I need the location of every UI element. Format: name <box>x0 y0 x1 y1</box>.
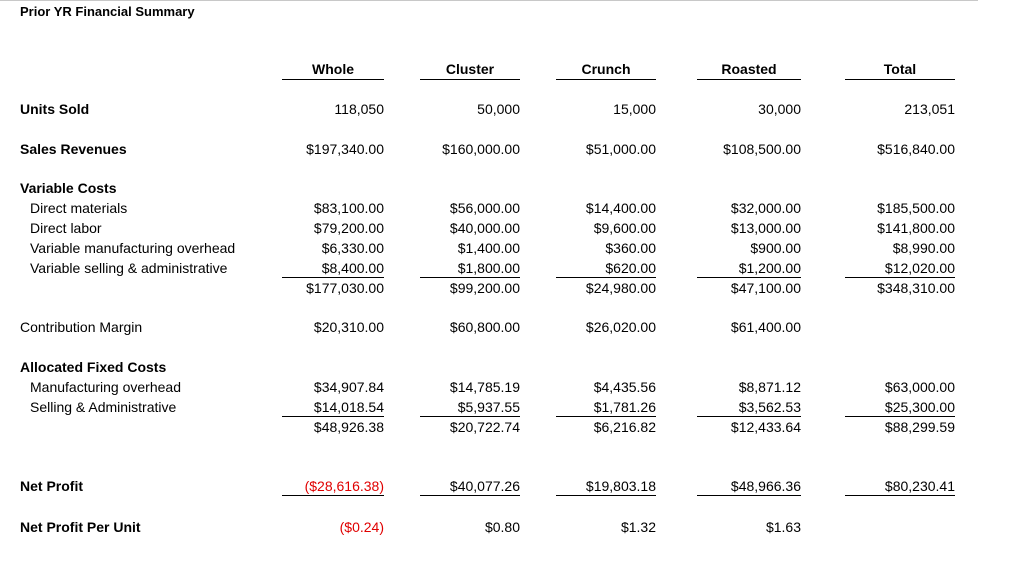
allocated-fixed-costs-label: Allocated Fixed Costs <box>20 359 167 375</box>
value-cell[interactable]: $9,600.00 <box>593 220 656 236</box>
net-profit-per-unit-label: Net Profit Per Unit <box>20 519 141 535</box>
value-cell[interactable]: $80,230.41 <box>845 477 955 496</box>
value-cell[interactable]: $32,000.00 <box>730 200 801 216</box>
value-cell[interactable]: $25,300.00 <box>845 398 955 417</box>
value-cell[interactable]: $197,340.00 <box>306 141 384 157</box>
value-cell[interactable]: $141,800.00 <box>877 220 955 236</box>
column-header: Whole <box>282 60 384 80</box>
value-cell[interactable]: $83,100.00 <box>313 200 384 216</box>
variable-costs-label: Variable Costs <box>20 180 117 196</box>
fixed-cost-label: Manufacturing overhead <box>30 379 181 395</box>
value-cell[interactable]: $8,400.00 <box>282 259 384 278</box>
value-cell[interactable]: $34,907.84 <box>313 379 384 395</box>
column-header: Total <box>845 60 955 80</box>
subtotal-cell[interactable]: $88,299.59 <box>884 419 955 435</box>
value-cell[interactable]: ($0.24) <box>339 519 384 535</box>
value-cell[interactable]: $8,871.12 <box>738 379 801 395</box>
value-cell[interactable]: $12,020.00 <box>845 259 955 278</box>
value-cell[interactable]: $14,785.19 <box>449 379 520 395</box>
value-cell[interactable]: $185,500.00 <box>877 200 955 216</box>
value-cell[interactable]: $1,200.00 <box>697 259 801 278</box>
value-cell[interactable]: $4,435.56 <box>593 379 656 395</box>
units-sold-label: Units Sold <box>20 101 90 117</box>
sales-revenues-label: Sales Revenues <box>20 141 127 157</box>
value-cell[interactable]: $0.80 <box>484 519 520 535</box>
value-cell[interactable]: $516,840.00 <box>877 141 955 157</box>
subtotal-cell[interactable]: $24,980.00 <box>585 280 656 296</box>
sheet-title: Prior YR Financial Summary <box>20 4 195 19</box>
subtotal-cell[interactable]: $47,100.00 <box>730 280 801 296</box>
value-cell[interactable]: $900.00 <box>750 240 801 256</box>
value-cell[interactable]: $56,000.00 <box>449 200 520 216</box>
value-cell[interactable]: $360.00 <box>605 240 656 256</box>
subtotal-cell[interactable]: $20,722.74 <box>449 419 520 435</box>
value-cell[interactable]: 213,051 <box>904 101 955 117</box>
subtotal-cell[interactable]: $177,030.00 <box>306 280 384 296</box>
variable-cost-label: Variable selling & administrative <box>30 260 228 276</box>
value-cell[interactable]: $108,500.00 <box>723 141 801 157</box>
variable-cost-label: Variable manufacturing overhead <box>30 240 236 256</box>
top-border <box>0 0 978 1</box>
value-cell[interactable]: $1,800.00 <box>420 259 520 278</box>
contribution-margin-label: Contribution Margin <box>20 319 143 335</box>
value-cell[interactable]: $40,000.00 <box>449 220 520 236</box>
column-header: Roasted <box>697 60 801 80</box>
value-cell[interactable]: 15,000 <box>613 101 656 117</box>
value-cell[interactable]: $14,018.54 <box>282 398 384 417</box>
subtotal-cell[interactable]: $348,310.00 <box>877 280 955 296</box>
subtotal-cell[interactable]: $48,926.38 <box>313 419 384 435</box>
value-cell[interactable]: 50,000 <box>477 101 520 117</box>
value-cell[interactable]: $1,400.00 <box>457 240 520 256</box>
value-cell[interactable]: ($28,616.38) <box>282 477 384 496</box>
column-header: Crunch <box>556 60 656 80</box>
value-cell[interactable]: $1,781.26 <box>556 398 656 417</box>
value-cell[interactable]: $60,800.00 <box>449 319 520 335</box>
subtotal-cell[interactable]: $12,433.64 <box>730 419 801 435</box>
value-cell[interactable]: $61,400.00 <box>730 319 801 335</box>
value-cell[interactable]: $3,562.53 <box>697 398 801 417</box>
value-cell[interactable]: $620.00 <box>556 259 656 278</box>
subtotal-cell[interactable]: $6,216.82 <box>593 419 656 435</box>
value-cell[interactable]: $8,990.00 <box>892 240 955 256</box>
value-cell[interactable]: $48,966.36 <box>697 477 801 496</box>
value-cell[interactable]: 118,050 <box>334 101 384 117</box>
value-cell[interactable]: 30,000 <box>758 101 801 117</box>
value-cell[interactable]: $160,000.00 <box>442 141 520 157</box>
value-cell[interactable]: $20,310.00 <box>313 319 384 335</box>
value-cell[interactable]: $1.32 <box>620 519 656 535</box>
fixed-cost-label: Selling & Administrative <box>30 399 177 415</box>
value-cell[interactable]: $14,400.00 <box>585 200 656 216</box>
column-header: Cluster <box>420 60 520 80</box>
value-cell[interactable]: $6,330.00 <box>321 240 384 256</box>
value-cell[interactable]: $51,000.00 <box>585 141 656 157</box>
subtotal-cell[interactable]: $99,200.00 <box>449 280 520 296</box>
value-cell[interactable]: $40,077.26 <box>420 477 520 496</box>
value-cell[interactable]: $1.63 <box>765 519 801 535</box>
value-cell[interactable]: $26,020.00 <box>585 319 656 335</box>
value-cell[interactable]: $79,200.00 <box>313 220 384 236</box>
value-cell[interactable]: $63,000.00 <box>884 379 955 395</box>
value-cell[interactable]: $19,803.18 <box>556 477 656 496</box>
variable-cost-label: Direct materials <box>30 200 128 216</box>
net-profit-label: Net Profit <box>20 478 83 494</box>
value-cell[interactable]: $5,937.55 <box>420 398 520 417</box>
value-cell[interactable]: $13,000.00 <box>730 220 801 236</box>
variable-cost-label: Direct labor <box>30 220 102 236</box>
